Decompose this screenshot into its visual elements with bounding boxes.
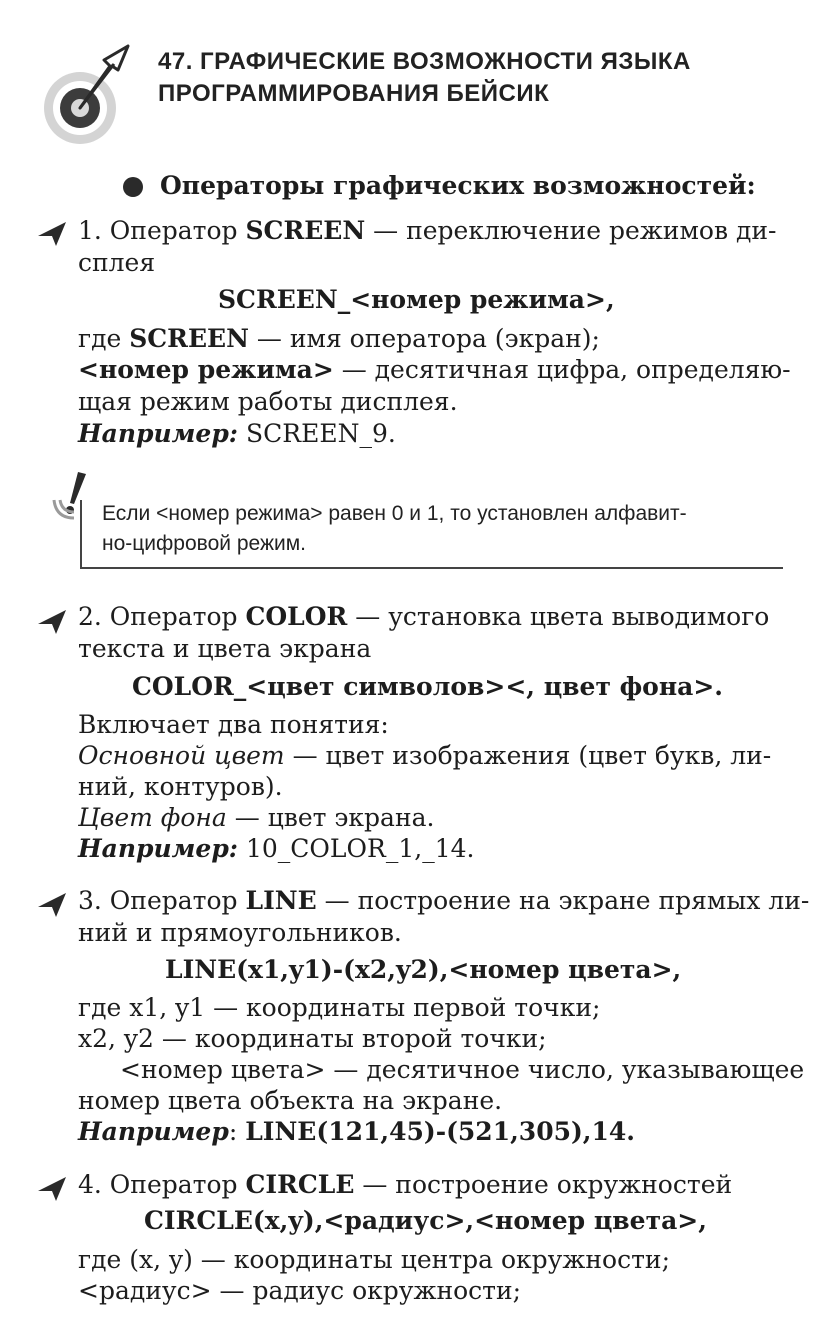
s2-example-value: 10_COLOR_1,_14. [238, 834, 475, 863]
note-left-border [80, 500, 82, 568]
s4-lead-rest: — построение окружностей [354, 1170, 733, 1199]
s3-line2: ний и прямоугольников. [78, 918, 402, 947]
s1-example-label: Например: [78, 419, 239, 448]
s1-param [78, 355, 791, 385]
chapter-title-line2: ПРОГРАММИРОВАНИЯ БЕЙСИК [158, 80, 550, 107]
s4-syntax: CIRCLE(x,y),<радиус>,<номер цвета>, [144, 1206, 707, 1235]
s2-lead-rest: — установка цвета выводимого [347, 602, 770, 631]
s3-example-label: Например [78, 1117, 229, 1146]
arrow-pointer-icon [36, 1175, 68, 1203]
s2-main-color [78, 741, 771, 771]
s1-example-value: SCREEN_9. [238, 419, 396, 448]
s3-lead [78, 886, 809, 916]
s3-where3: <номер цвета> — десятичное число, указывающее [120, 1055, 805, 1084]
s4-where1: где (x, y) — координаты центра окружности; [78, 1245, 671, 1274]
s3-where2: x2, y2 — координаты второй точки; [78, 1024, 547, 1053]
s1-param-rest: — десятичная цифра, определяю- [333, 355, 791, 384]
note-bottom-border [80, 567, 783, 569]
s3-example-value: LINE(121,45)-(521,305),14. [245, 1117, 636, 1146]
s2-includes: Включает два понятия: [78, 710, 389, 739]
s4-where2: <радиус> — радиус окружности; [78, 1276, 522, 1305]
s3-where1: где x1, y1 — координаты первой точки; [78, 993, 601, 1022]
chapter-title-line1: 47. ГРАФИЧЕСКИЕ ВОЗМОЖНОСТИ ЯЗЫКА [158, 48, 691, 75]
s2-bg-rest: — цвет экрана. [226, 803, 435, 832]
s3-example [78, 1117, 635, 1147]
s3-where3-line2: номер цвета объекта на экране. [78, 1086, 503, 1115]
s2-main-line2: ний, контуров). [78, 772, 283, 801]
arrow-pointer-icon [36, 608, 68, 636]
s1-lead-rest: — переключение режимов ди- [365, 216, 777, 245]
s1-where-pre: где [78, 324, 130, 353]
s1-param-keyword: <номер режима> [78, 355, 334, 384]
bullet-dot-icon [122, 176, 144, 198]
s2-bg-term: Цвет фона [78, 803, 227, 832]
s1-example [78, 419, 396, 449]
s2-example-label: Например: [78, 834, 239, 863]
s4-lead [78, 1170, 732, 1200]
s2-syntax: COLOR_<цвет символов><, цвет фона>. [132, 672, 724, 701]
s3-lead-keyword: LINE [245, 886, 317, 915]
s2-example [78, 834, 474, 864]
attention-note-icon [48, 470, 96, 526]
s2-lead [78, 602, 769, 632]
s4-lead-num: 4. Оператор [78, 1170, 246, 1199]
note-line1: Если <номер режима> равен 0 и 1, то установлен алфавит- [102, 502, 687, 525]
note-line2: но-цифровой режим. [102, 532, 307, 555]
arrow-pointer-icon [36, 891, 68, 919]
s1-lead-num: 1. Оператор [78, 216, 246, 245]
s1-lead [78, 216, 777, 246]
s2-bg-color [78, 803, 434, 833]
target-plane-icon [30, 36, 145, 146]
s3-lead-rest: — построение на экране прямых ли- [316, 886, 810, 915]
s1-syntax: SCREEN_<номер режима>, [218, 285, 615, 314]
s2-lead-keyword: COLOR [245, 602, 348, 631]
arrow-pointer-icon [36, 220, 68, 248]
s1-where-keyword: SCREEN [129, 324, 249, 353]
s3-syntax: LINE(x1,y1)-(x2,y2),<номер цвета>, [165, 955, 682, 984]
s3-example-colon: : [228, 1117, 246, 1146]
s4-lead-keyword: CIRCLE [245, 1170, 355, 1199]
s2-main-rest: — цвет изображения (цвет букв, ли- [284, 741, 772, 770]
s1-where [78, 324, 600, 354]
s3-lead-num: 3. Оператор [78, 886, 246, 915]
s1-param-line2: щая режим работы дисплея. [78, 387, 458, 416]
s2-main-term: Основной цвет [78, 741, 285, 770]
s2-line2: текста и цвета экрана [78, 634, 372, 663]
section-title: Операторы графических возможностей: [160, 171, 756, 200]
s1-where-rest: — имя оператора (экран); [248, 324, 600, 353]
s1-line2: сплея [78, 248, 156, 277]
s2-lead-num: 2. Оператор [78, 602, 246, 631]
s1-lead-keyword: SCREEN [245, 216, 366, 245]
